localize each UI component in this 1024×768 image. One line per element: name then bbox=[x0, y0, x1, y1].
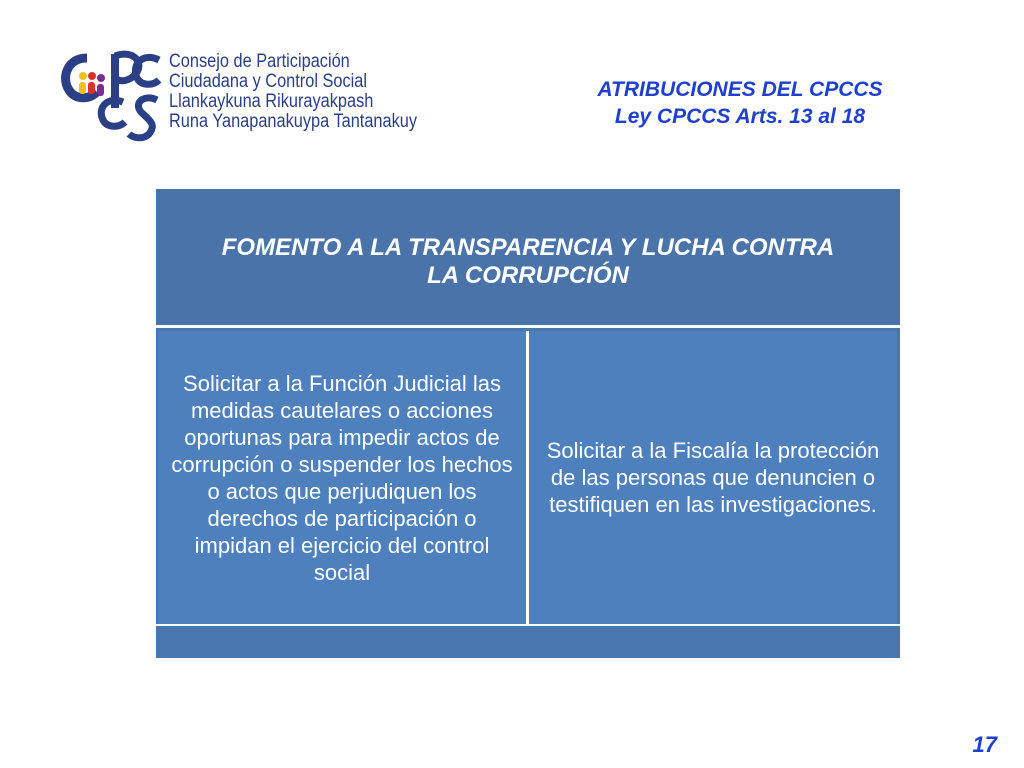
logo-line: Runa Yanapanakuypa Tantanakuy bbox=[169, 111, 418, 132]
table-cell-judicial bbox=[158, 331, 526, 624]
logo-line: Consejo de Participación bbox=[169, 51, 350, 72]
table-cell-text: Solicitar a la Fiscalía la protección de las personas que denuncien o testifiquen en las investigaciones. bbox=[546, 438, 880, 517]
logo-text bbox=[169, 52, 417, 132]
table-cell-text: Solicitar a la Función Judicial las medidas cautelares o acciones oportunas para impedir actos de corrupción o suspender los hechos o actos que perjudiquen los derechos de participación o impidan el ejercicio del control social bbox=[171, 370, 513, 585]
table-header: FOMENTO A LA TRANSPARENCIA Y LUCHA CONTRA LA CORRUPCIÓN bbox=[156, 189, 900, 328]
cpccs-logo-icon bbox=[57, 38, 167, 148]
table-cell-fiscalia bbox=[529, 331, 897, 624]
table-empty-row bbox=[156, 626, 900, 658]
logo-line: Ciudadana y Control Social bbox=[169, 71, 368, 92]
slide-title: ATRIBUCIONES DEL CPCCS bbox=[597, 78, 883, 101]
slide-subtitle: Ley CPCCS Arts. 13 al 18 bbox=[614, 105, 866, 128]
attributions-table bbox=[156, 189, 900, 658]
page-number: 17 bbox=[972, 732, 997, 757]
slide-heading bbox=[560, 76, 920, 130]
cpccs-logo bbox=[45, 30, 418, 156]
logo-line: Llankaykuna Rikurayakpash bbox=[169, 91, 374, 112]
